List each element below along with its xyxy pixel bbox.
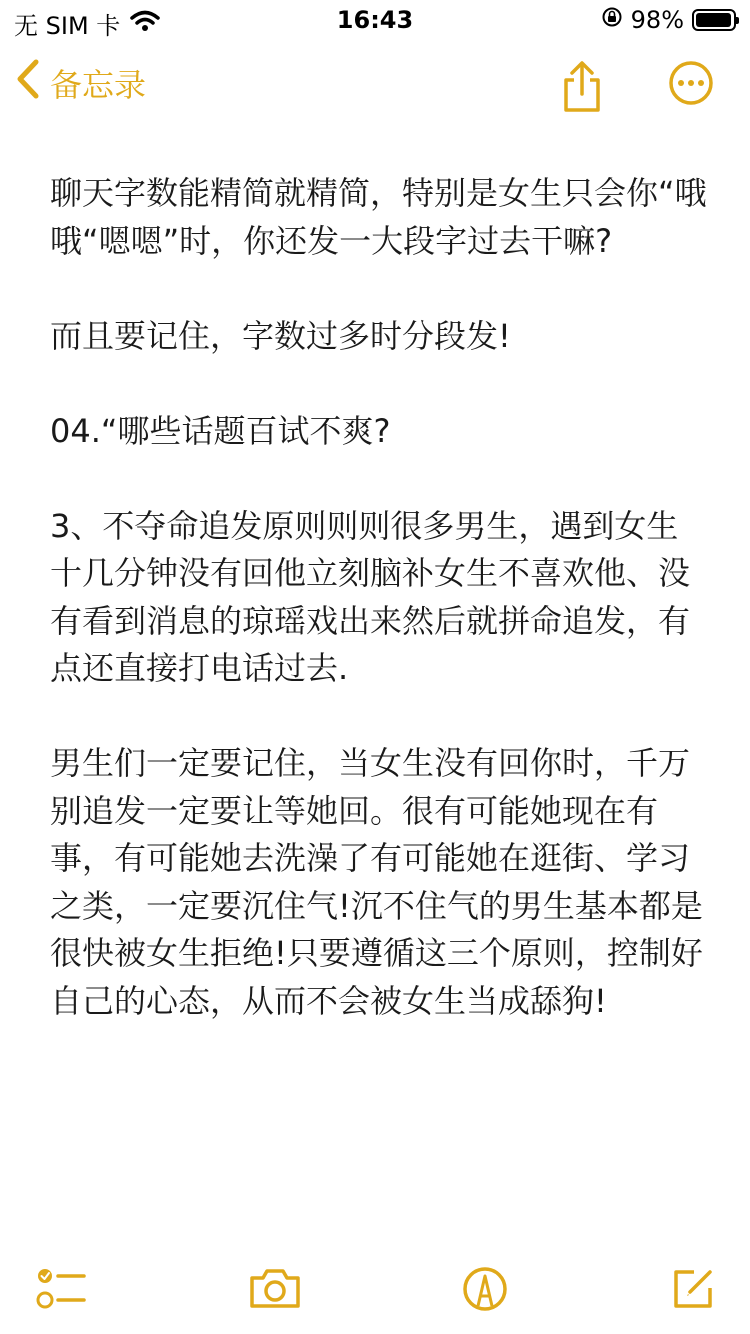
note-paragraph-2: 而且要记住，字数过多时分段发! — [50, 316, 511, 355]
share-icon[interactable] — [560, 60, 604, 118]
orientation-lock-icon — [601, 6, 623, 34]
status-right — [601, 6, 736, 34]
battery-fill — [696, 13, 731, 27]
battery-icon — [692, 9, 736, 31]
battery-percent: 98% — [630, 6, 684, 34]
nav-bar — [0, 50, 750, 120]
bottom-toolbar — [0, 1260, 750, 1320]
status-time: 16:43 — [336, 6, 414, 34]
compose-icon[interactable] — [670, 1266, 716, 1316]
carrier-label: 无 SIM 卡 — [14, 12, 121, 40]
markup-icon[interactable] — [462, 1266, 508, 1316]
note-paragraph-4: 3、不夺命追发原则则则很多男生，遇到女生十几分钟没有回他立刻脑补女生不喜欢他、没有看到消息的琼瑶戏出来然后就拼命追发，有点还直接打电话过去. — [50, 506, 691, 687]
back-button[interactable] — [14, 58, 146, 108]
chevron-left-icon — [14, 58, 40, 108]
note-paragraph-3: 04.“哪些话题百试不爽? — [50, 411, 391, 450]
note-paragraph-1: 聊天字数能精简就精简，特别是女生只会你“哦哦“嗯嗯”时，你还发一大段字过去干嘛? — [50, 174, 707, 260]
note-body[interactable] — [50, 170, 710, 1073]
more-icon[interactable] — [668, 60, 714, 110]
back-label: 备忘录 — [50, 66, 147, 104]
checklist-icon[interactable] — [36, 1266, 86, 1316]
camera-icon[interactable] — [248, 1266, 302, 1314]
status-bar — [0, 0, 750, 40]
note-paragraph-5: 男生们一定要记住，当女生没有回你时，千万别追发一定要让等她回。很有可能她现在有事，有可能她去洗澡了有可能她在逛街、学习之类，一定要沉住气!沉不住气的男生基本都是很快被女生拒绝!只要遵循这三个原则，控制好自己的心态，从而不会被女生当成舔狗! — [50, 744, 703, 1020]
